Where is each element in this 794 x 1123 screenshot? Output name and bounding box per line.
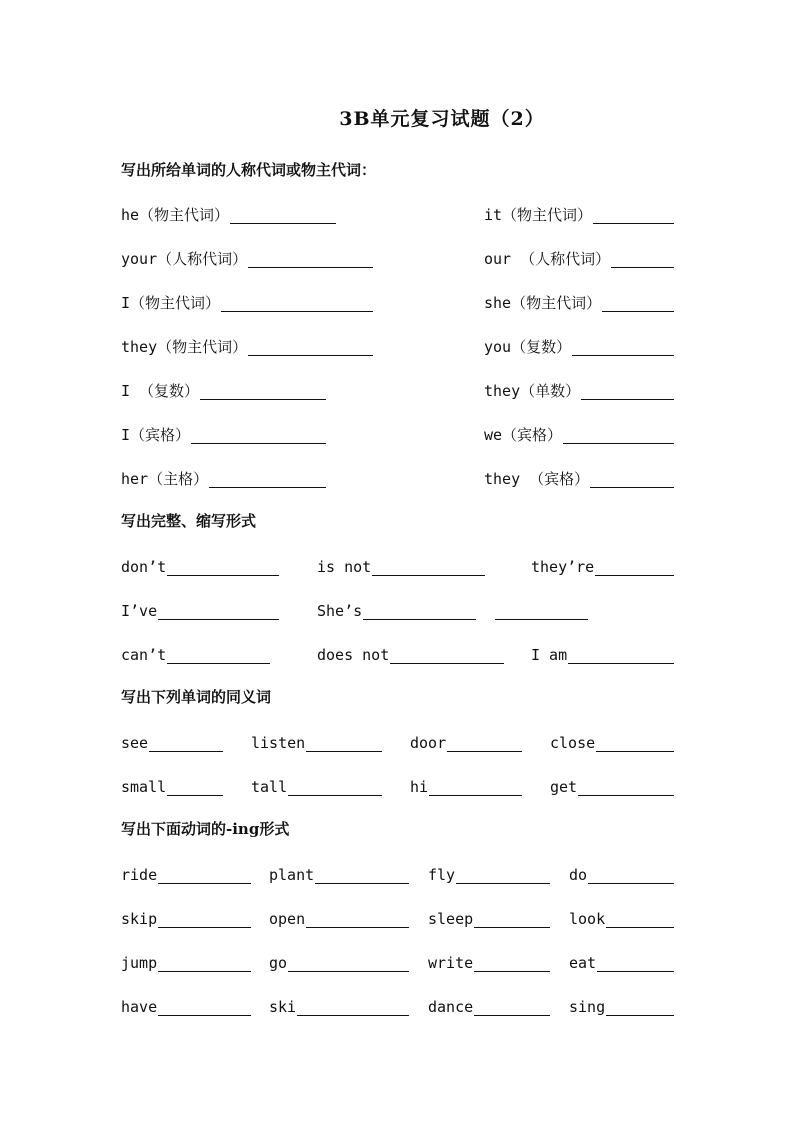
exercise-item	[569, 950, 674, 972]
item-label: She’s	[317, 602, 363, 620]
pronoun-row	[121, 246, 674, 268]
exercise-item	[484, 334, 674, 356]
item-label: they（物主代词）	[121, 338, 248, 356]
exercise-item	[494, 598, 588, 620]
answer-blank[interactable]	[248, 251, 373, 268]
item-label: hi	[410, 778, 429, 796]
contraction-row	[121, 554, 674, 576]
answer-blank[interactable]	[191, 427, 326, 444]
pronoun-row	[121, 466, 674, 488]
exercise-item	[569, 862, 674, 884]
answer-blank[interactable]	[306, 735, 382, 752]
exercise-item	[484, 422, 674, 444]
answer-blank[interactable]	[288, 779, 382, 796]
answer-blank[interactable]	[456, 867, 550, 884]
synonym-row	[121, 774, 674, 796]
answer-blank[interactable]	[306, 911, 409, 928]
exercise-item	[484, 378, 674, 400]
item-label: they（单数）	[484, 382, 581, 400]
answer-blank[interactable]	[572, 339, 674, 356]
item-label: eat	[569, 954, 597, 972]
answer-blank[interactable]	[167, 647, 270, 664]
answer-blank[interactable]	[593, 207, 674, 224]
answer-blank[interactable]	[568, 647, 674, 664]
pronoun-row	[121, 378, 674, 400]
exercise-item	[269, 950, 409, 972]
exercise-item	[269, 906, 409, 928]
exercise-item	[121, 862, 251, 884]
answer-blank[interactable]	[390, 647, 504, 664]
answer-blank[interactable]	[200, 383, 326, 400]
answer-blank[interactable]	[606, 911, 674, 928]
answer-blank[interactable]	[602, 295, 674, 312]
item-label: sleep	[428, 910, 474, 928]
item-label: they （宾格）	[484, 470, 590, 488]
item-label: sing	[569, 998, 606, 1016]
exercise-item	[317, 598, 476, 620]
worksheet-title: 3B单元复习试题（2）	[339, 108, 545, 130]
exercise-item	[428, 862, 550, 884]
item-label: jump	[121, 954, 158, 972]
exercise-item	[121, 334, 373, 356]
item-label: your（人称代词）	[121, 250, 248, 268]
item-label: dance	[428, 998, 474, 1016]
answer-blank[interactable]	[167, 779, 223, 796]
pronoun-row	[121, 202, 674, 224]
section-heading-contractions: 写出完整、缩写形式	[121, 512, 257, 530]
answer-blank[interactable]	[158, 955, 251, 972]
exercise-item	[569, 906, 674, 928]
item-label: her（主格）	[121, 470, 209, 488]
exercise-item	[317, 554, 485, 576]
answer-blank[interactable]	[595, 559, 674, 576]
exercise-item	[484, 246, 674, 268]
item-label: ski	[269, 998, 297, 1016]
answer-blank[interactable]	[221, 295, 373, 312]
item-label: open	[269, 910, 306, 928]
section-heading-ing-forms: 写出下面动词的-ing形式	[121, 820, 290, 838]
item-label: I am	[531, 646, 568, 664]
exercise-item	[410, 730, 522, 752]
item-label: I （复数）	[121, 382, 200, 400]
item-label: door	[410, 734, 447, 752]
ing-row	[121, 950, 674, 972]
answer-blank[interactable]	[372, 559, 485, 576]
answer-blank[interactable]	[474, 999, 550, 1016]
answer-blank[interactable]	[563, 427, 674, 444]
item-label: I（物主代词）	[121, 294, 221, 312]
item-label: listen	[251, 734, 306, 752]
exercise-item	[121, 202, 336, 224]
exercise-item	[484, 466, 674, 488]
item-label: they’re	[531, 558, 595, 576]
item-label: is not	[317, 558, 372, 576]
answer-blank[interactable]	[597, 955, 674, 972]
item-label: have	[121, 998, 158, 1016]
item-label: does not	[317, 646, 390, 664]
answer-blank[interactable]	[474, 911, 550, 928]
answer-blank[interactable]	[209, 471, 326, 488]
exercise-item	[569, 994, 674, 1016]
exercise-item	[121, 730, 223, 752]
answer-blank[interactable]	[315, 867, 409, 884]
item-label: tall	[251, 778, 288, 796]
exercise-item	[121, 246, 373, 268]
exercise-item	[121, 554, 279, 576]
exercise-item	[550, 730, 674, 752]
exercise-item	[121, 994, 251, 1016]
exercise-item	[484, 290, 674, 312]
item-label: can’t	[121, 646, 167, 664]
item-label: get	[550, 778, 578, 796]
answer-blank[interactable]	[158, 911, 251, 928]
ing-row	[121, 862, 674, 884]
answer-blank[interactable]	[288, 955, 409, 972]
answer-blank[interactable]	[495, 603, 588, 620]
exercise-item	[251, 774, 382, 796]
exercise-item	[121, 290, 373, 312]
answer-blank[interactable]	[158, 603, 279, 620]
exercise-item	[550, 774, 674, 796]
section-heading-pronouns: 写出所给单词的人称代词或物主代词：	[121, 161, 377, 179]
item-label: I（宾格）	[121, 426, 191, 444]
item-label: we（宾格）	[484, 426, 563, 444]
exercise-item	[269, 994, 409, 1016]
exercise-item	[428, 994, 550, 1016]
answer-blank[interactable]	[596, 735, 674, 752]
item-label: plant	[269, 866, 315, 884]
item-label: it（物主代词）	[484, 206, 593, 224]
item-label: skip	[121, 910, 158, 928]
answer-blank[interactable]	[429, 779, 522, 796]
exercise-item	[269, 862, 409, 884]
ing-row	[121, 906, 674, 928]
exercise-item	[251, 730, 382, 752]
item-label: close	[550, 734, 596, 752]
item-label: look	[569, 910, 606, 928]
pronoun-row	[121, 422, 674, 444]
exercise-item	[121, 906, 251, 928]
answer-blank[interactable]	[230, 207, 336, 224]
answer-blank[interactable]	[611, 251, 674, 268]
exercise-item	[428, 950, 550, 972]
item-label: see	[121, 734, 149, 752]
answer-blank[interactable]	[588, 867, 674, 884]
exercise-item	[317, 642, 504, 664]
item-label: do	[569, 866, 588, 884]
item-label: he（物主代词）	[121, 206, 230, 224]
answer-blank[interactable]	[606, 999, 674, 1016]
exercise-item	[428, 906, 550, 928]
item-label: I’ve	[121, 602, 158, 620]
answer-blank[interactable]	[158, 867, 251, 884]
item-label: don’t	[121, 558, 167, 576]
exercise-item	[121, 422, 326, 444]
answer-blank[interactable]	[447, 735, 522, 752]
pronoun-row	[121, 334, 674, 356]
section-heading-synonyms: 写出下列单词的同义词	[121, 688, 272, 706]
item-label: ride	[121, 866, 158, 884]
item-label: small	[121, 778, 167, 796]
pronoun-row	[121, 290, 674, 312]
exercise-item	[121, 642, 270, 664]
exercise-item	[531, 642, 674, 664]
item-label: fly	[428, 866, 456, 884]
exercise-item	[121, 950, 251, 972]
exercise-item	[484, 202, 674, 224]
exercise-item	[121, 774, 223, 796]
answer-blank[interactable]	[578, 779, 674, 796]
exercise-item	[121, 598, 279, 620]
answer-blank[interactable]	[158, 999, 251, 1016]
item-label: she（物主代词）	[484, 294, 602, 312]
answer-blank[interactable]	[363, 603, 476, 620]
contraction-row	[121, 642, 674, 664]
item-label: write	[428, 954, 474, 972]
exercise-item	[121, 378, 326, 400]
exercise-item	[121, 466, 326, 488]
answer-blank[interactable]	[590, 471, 674, 488]
answer-blank[interactable]	[149, 735, 223, 752]
synonym-row	[121, 730, 674, 752]
answer-blank[interactable]	[474, 955, 550, 972]
exercise-item	[410, 774, 522, 796]
answer-blank[interactable]	[248, 339, 373, 356]
item-label: go	[269, 954, 288, 972]
ing-row	[121, 994, 674, 1016]
answer-blank[interactable]	[167, 559, 279, 576]
item-label: our （人称代词）	[484, 250, 611, 268]
item-label: you（复数）	[484, 338, 572, 356]
exercise-item	[531, 554, 674, 576]
answer-blank[interactable]	[297, 999, 409, 1016]
answer-blank[interactable]	[581, 383, 674, 400]
contraction-row	[121, 598, 674, 620]
